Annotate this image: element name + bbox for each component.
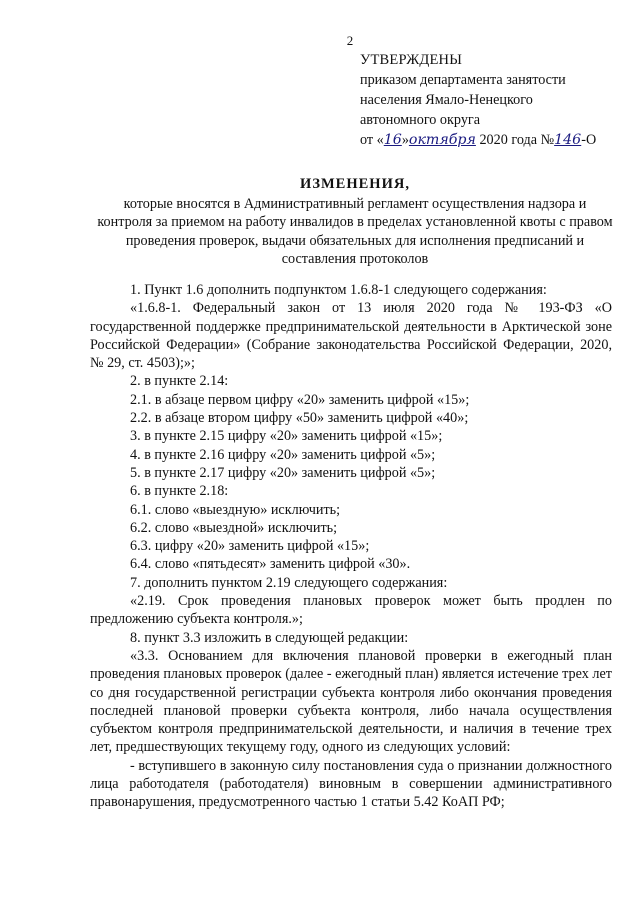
paragraph: 6.1. слово «выездную» исключить; [130,501,341,518]
approval-line: населения Ямало-Ненецкого [360,92,533,108]
handwritten-order-number: 146 [554,132,582,148]
date-suffix: -О [581,132,597,148]
paragraph: 6.3. цифру «20» заменить цифрой «15»; [130,538,370,555]
paragraph: 6.2. слово «выездной» исключить; [130,519,338,536]
paragraph: 4. в пункте 2.16 цифру «20» заменить цифрой «5»; [130,446,436,463]
paragraph: 3. в пункте 2.15 цифру «20» заменить цифрой «15»; [130,428,443,445]
paragraph: 2.2. в абзаце втором цифру «50» заменить цифрой «40»; [130,410,469,427]
paragraph: 5. в пункте 2.17 цифру «20» заменить цифрой «5»; [130,464,436,481]
paragraph: - вступившего в законную силу постановления суда о признании должностного лица работодателя (работодателя) виновным в совершении административного правонарушения, предусмотренного частью 1 статьи 5.42 КоАП РФ; [90,757,612,811]
approval-date-line [360,130,596,150]
paragraph: 6.4. слово «пятьдесят» заменить цифрой «30». [130,556,411,573]
paragraph: 2. в пункте 2.14: [130,373,229,390]
handwritten-day: 16 [383,132,402,148]
paragraph: 6. в пункте 2.18: [130,483,229,500]
paragraph: «2.19. Срок проведения плановых проверок может быть продлен по предложению субъекта контроля.»; [90,593,612,628]
date-mid: » [401,132,409,148]
handwritten-month: октября [408,132,476,148]
paragraph: «1.6.8-1. Федеральный закон от 13 июля 2020 года № 193-ФЗ «О государственной поддержке предпринимательской деятельности в Арктической зоне Российской Федерации» (Собрание законодательства Российской Федерации, 2020, № 29, ст. 4503);»; [90,300,612,372]
paragraph: 8. пункт 3.3 изложить в следующей редакции: [130,629,409,646]
document-heading [95,175,615,269]
date-year: 2020 года № [475,132,555,148]
document-body [90,281,612,812]
paragraph: 7. дополнить пунктом 2.19 следующего содержания: [130,574,448,591]
document-subtitle: которые вносятся в Административный регламент осуществления надзора и контроля за приемом на работу инвалидов в пределах установленной квоты с правом проведения проверок, выдачи обязательных для исполнения предписаний и составления протоколов [97,195,613,267]
approval-line: приказом департамента занятости [360,72,566,88]
approval-title: УТВЕРЖДЕНЫ [360,52,463,68]
document-title: ИЗМЕНЕНИЯ, [300,176,410,192]
approval-line: автономного округа [360,112,481,128]
paragraph: 1. Пункт 1.6 дополнить подпунктом 1.6.8-1 следующего содержания: [130,282,547,298]
approval-stamp-block [360,50,596,150]
date-prefix: от « [360,132,384,148]
paragraph: 2.1. в абзаце первом цифру «20» заменить цифрой «15»; [130,391,470,408]
paragraph: «3.3. Основанием для включения плановой проверки в ежегодный план проведения плановых проверок (далее - ежегодный план) является истечение трех лет со дня государственной регистрации субъекта контроля либо окончания проведения последней плановой проверки субъекта контроля, либо начала осуществления субъектом контроля предпринимательской деятельности, и наличия в течение трех лет, предшествующих текущему году, одного из следующих условий: [90,647,612,756]
page-number: 2 [346,33,354,48]
